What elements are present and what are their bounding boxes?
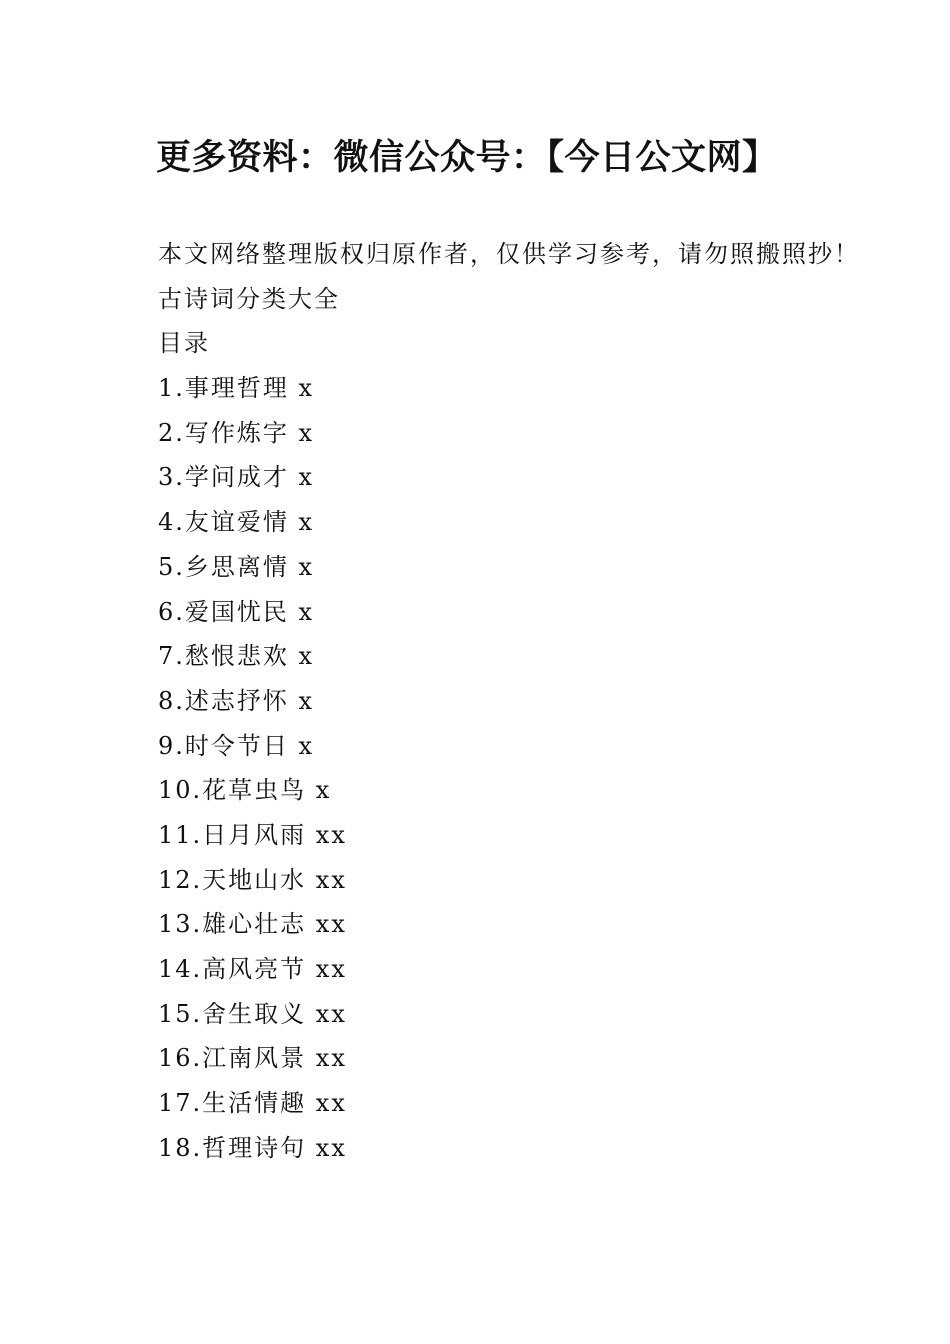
toc-heading: 目录 [158,329,210,358]
toc-item: 10.花草虫鸟 x [158,776,332,805]
toc-item: 3.学问成才 x [158,463,315,492]
toc-item: 6.爱国忧民 x [158,597,315,626]
toc-item: 2.写作炼字 x [158,418,315,447]
toc-item: 17.生活情趣 xx [158,1089,347,1118]
document-body [158,232,888,1170]
toc-item: 14.高风亮节 xx [158,955,347,983]
toc-item: 18.哲理诗句 xx [158,1133,347,1162]
toc-item: 9.时令节日 x [158,731,315,760]
toc-item: 13.雄心壮志 xx [158,910,347,939]
toc-item: 11.日月风雨 xx [158,820,347,849]
toc-item: 5.乡思离情 x [158,552,315,581]
document-title: 古诗词分类大全 [158,284,340,313]
header-title: 更多资料：微信公众号：【今日公文网】 [156,137,778,178]
toc-item: 8.述志抒怀 x [158,686,315,715]
copyright-notice: 本文网络整理版权归原作者，仅供学习参考，请勿照搬照抄！ [158,240,860,268]
toc-item: 1.事理哲理 x [158,374,315,403]
toc-item: 4.友谊爱情 x [158,508,315,537]
toc-item: 7.愁恨悲欢 x [158,642,315,671]
toc-list [158,366,888,1170]
toc-item: 15.舍生取义 xx [158,999,347,1028]
toc-item: 16.江南风景 xx [158,1044,347,1073]
toc-item: 12.天地山水 xx [158,865,347,894]
